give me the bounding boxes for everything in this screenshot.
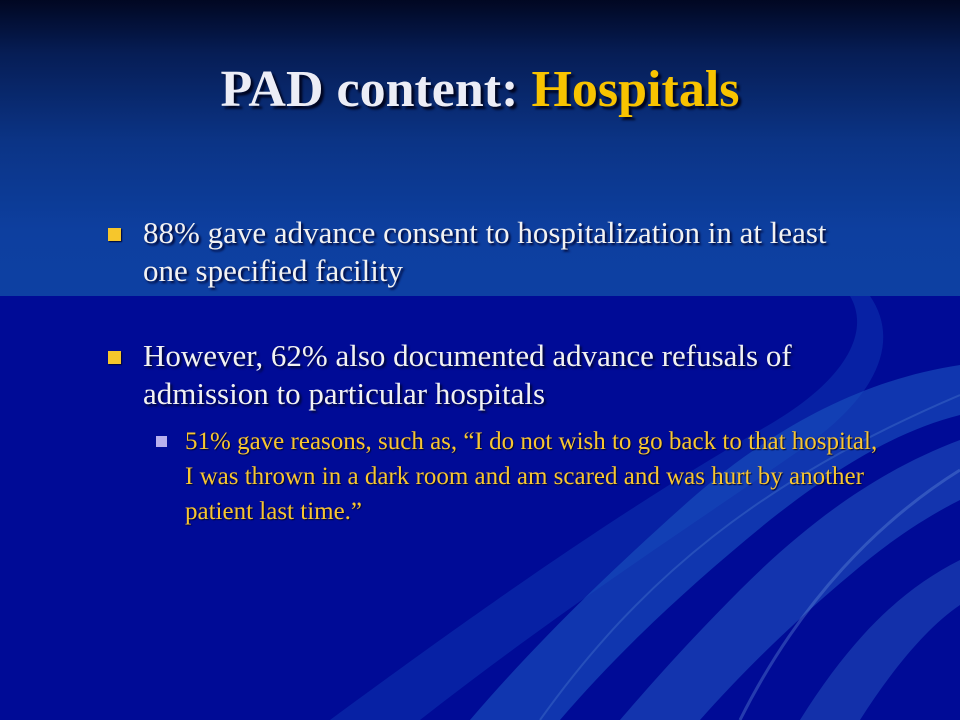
square-bullet-icon bbox=[108, 228, 121, 241]
title-highlight: Hospitals bbox=[531, 61, 740, 118]
square-sub-bullet-icon bbox=[156, 436, 167, 447]
title-main: PAD content: bbox=[220, 61, 532, 118]
bullet-text: 88% gave advance consent to hospitalization in at least one specified facility bbox=[143, 215, 827, 288]
bullet-text: However, 62% also documented advance refusals of admission to particular hospitals bbox=[143, 338, 792, 411]
slide-title bbox=[0, 58, 960, 122]
sub-bullet-item bbox=[156, 424, 886, 529]
square-bullet-icon bbox=[108, 351, 121, 364]
bullet-item bbox=[108, 337, 868, 413]
bullet-item bbox=[108, 214, 868, 290]
sub-bullet-text: 51% gave reasons, such as, “I do not wish to go back to that hospital, I was thrown in a dark room and am scared and was hurt by another patient last time.” bbox=[185, 428, 878, 525]
